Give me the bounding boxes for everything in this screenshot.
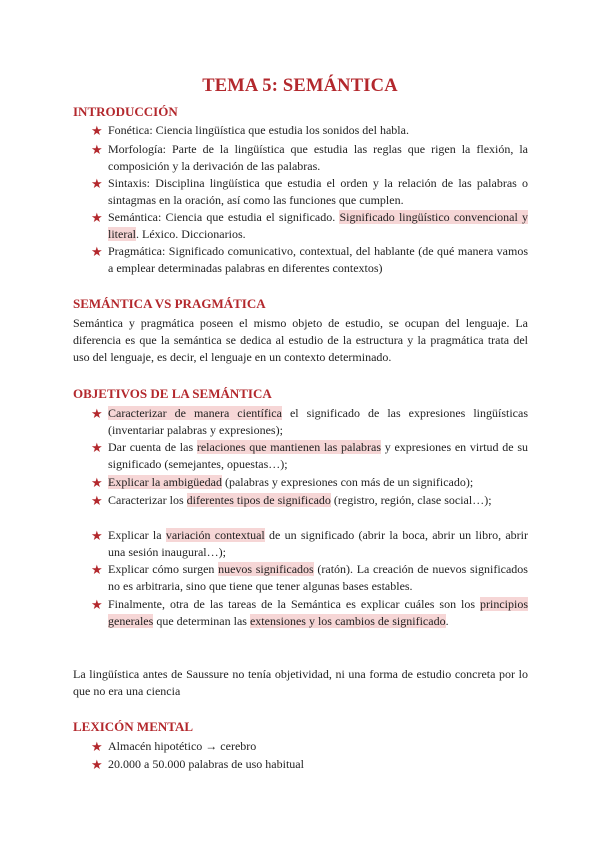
text-run: (palabras y expresiones con más de un significado); — [221, 475, 474, 489]
paragraph-saussure: La lingüística antes de Saussure no tenía objetividad, ni una forma de estudio concreta por lo que no era una ciencia — [73, 667, 528, 698]
item-text: Almacén hipotético → cerebro — [108, 739, 257, 753]
star-bullet-icon: ★ — [91, 176, 103, 191]
section-heading-introduccion: INTRODUCCIÓN — [73, 104, 178, 119]
text-run: Explicar cómo surgen — [108, 562, 219, 576]
text-run: (ratón). La creación de nuevos significados no es arbitraria, sino que tiene que tener algunas bases estables. — [108, 562, 528, 593]
star-bullet-icon: ★ — [91, 562, 103, 577]
highlight: extensiones y los cambios de significado — [249, 614, 446, 628]
item-text — [108, 439, 528, 473]
text-run: . Léxico. Diccionarios. — [135, 227, 246, 241]
list-item-morfologia — [91, 141, 528, 175]
text-run: el significado de las expresiones lingüísticas (inventariar palabras y expresiones); — [108, 406, 529, 437]
section-heading-lexicon-mental: LEXICÓN MENTAL — [73, 719, 194, 734]
star-bullet-icon: ★ — [91, 597, 103, 612]
star-bullet-icon: ★ — [91, 757, 103, 772]
star-bullet-icon: ★ — [91, 123, 103, 138]
item-text — [108, 492, 528, 509]
star-bullet-icon: ★ — [91, 210, 103, 225]
highlight: Significado lingüístico convencional y literal — [108, 210, 529, 241]
highlight: Explicar la ambigüedad — [108, 475, 222, 489]
section-heading-objetivos: OBJETIVOS DE LA SEMÁNTICA — [73, 386, 272, 401]
highlight: variación contextual — [165, 528, 265, 542]
section-heading-semantica-vs-pragmatica: SEMÁNTICA VS PRAGMÁTICA — [73, 296, 266, 311]
text-run: Explicar la — [108, 528, 166, 542]
list-item-objetivo-2 — [91, 439, 528, 473]
list-item-objetivo-4 — [91, 492, 528, 509]
list-item-lexicon-2 — [91, 756, 528, 773]
text-run: y expresiones en virtud de su significado (semejantes, opuestas…); — [108, 440, 528, 471]
item-text — [108, 561, 528, 595]
star-bullet-icon: ★ — [91, 244, 103, 259]
page-title: TEMA 5: SEMÁNTICA — [202, 76, 398, 96]
star-bullet-icon: ★ — [91, 739, 103, 754]
list-item-objetivo-6 — [91, 561, 528, 595]
item-text: Fonética: Ciencia lingüística que estudia los sonidos del habla. — [108, 123, 409, 137]
star-bullet-icon: ★ — [91, 528, 103, 543]
star-bullet-icon: ★ — [91, 493, 103, 508]
paragraph-semantica-vs-pragmatica: Semántica y pragmática poseen el mismo objeto de estudio, se ocupan del lenguaje. La diferencia es que la semántica se dedica al estudio de la estructura y la pragmática trata del uso del lenguaje, es decir, el lenguaje en un contexto determinado. — [73, 316, 528, 364]
text-run: Semántica: Ciencia que estudia el significado. — [108, 210, 340, 224]
list-item-sintaxis — [91, 175, 528, 209]
list-item-lexicon-1 — [91, 738, 528, 755]
list-item-objetivo-7 — [91, 596, 528, 630]
item-text: Sintaxis: Disciplina lingüística que estudia el orden y la relación de las palabras o sintagmas en la oración, así como las funciones que cumplen. — [108, 176, 528, 207]
item-text — [108, 474, 528, 491]
item-text: 20.000 a 50.000 palabras de uso habitual — [108, 757, 304, 771]
highlight: nuevos significados — [218, 562, 314, 576]
list-item-objetivo-3 — [91, 474, 528, 491]
highlight: diferentes tipos de significado — [186, 493, 331, 507]
text-run: Caracterizar los — [108, 493, 187, 507]
list-item-fonetica — [91, 122, 528, 139]
list-item-semantica — [91, 209, 528, 243]
highlight: Caracterizar de manera científica — [108, 406, 282, 420]
star-bullet-icon: ★ — [91, 440, 103, 455]
highlight: relaciones que mantienen las palabras — [196, 440, 382, 454]
text-run: Dar cuenta de las — [108, 440, 197, 454]
text-run: . — [445, 614, 449, 628]
list-item-pragmatica — [91, 243, 528, 277]
star-bullet-icon: ★ — [91, 142, 103, 157]
text-run: (registro, región, clase social…); — [330, 493, 492, 507]
text-run: que determinan las — [153, 614, 250, 628]
item-text — [108, 405, 528, 439]
item-text — [108, 527, 528, 561]
item-text: Pragmática: Significado comunicativo, contextual, del hablante (de qué manera vamos a emplear determinadas palabras en diferentes contextos) — [108, 244, 528, 275]
text-run: de un significado (abrir la boca, abrir un libro, abrir una sesión inaugural…); — [108, 528, 529, 559]
star-bullet-icon: ★ — [91, 475, 103, 490]
item-text: Morfología: Parte de la lingüística que estudia las reglas que rigen la flexión, la composición y la derivación de las palabras. — [108, 142, 528, 173]
text-run: Finalmente, otra de las tareas de la Semántica es explicar cuáles son los — [108, 597, 480, 611]
item-text — [108, 596, 528, 630]
item-text — [108, 209, 528, 243]
list-item-objetivo-1 — [91, 405, 528, 439]
highlight: principios generales — [108, 597, 528, 628]
star-bullet-icon: ★ — [91, 406, 103, 421]
list-item-objetivo-5 — [91, 527, 528, 561]
